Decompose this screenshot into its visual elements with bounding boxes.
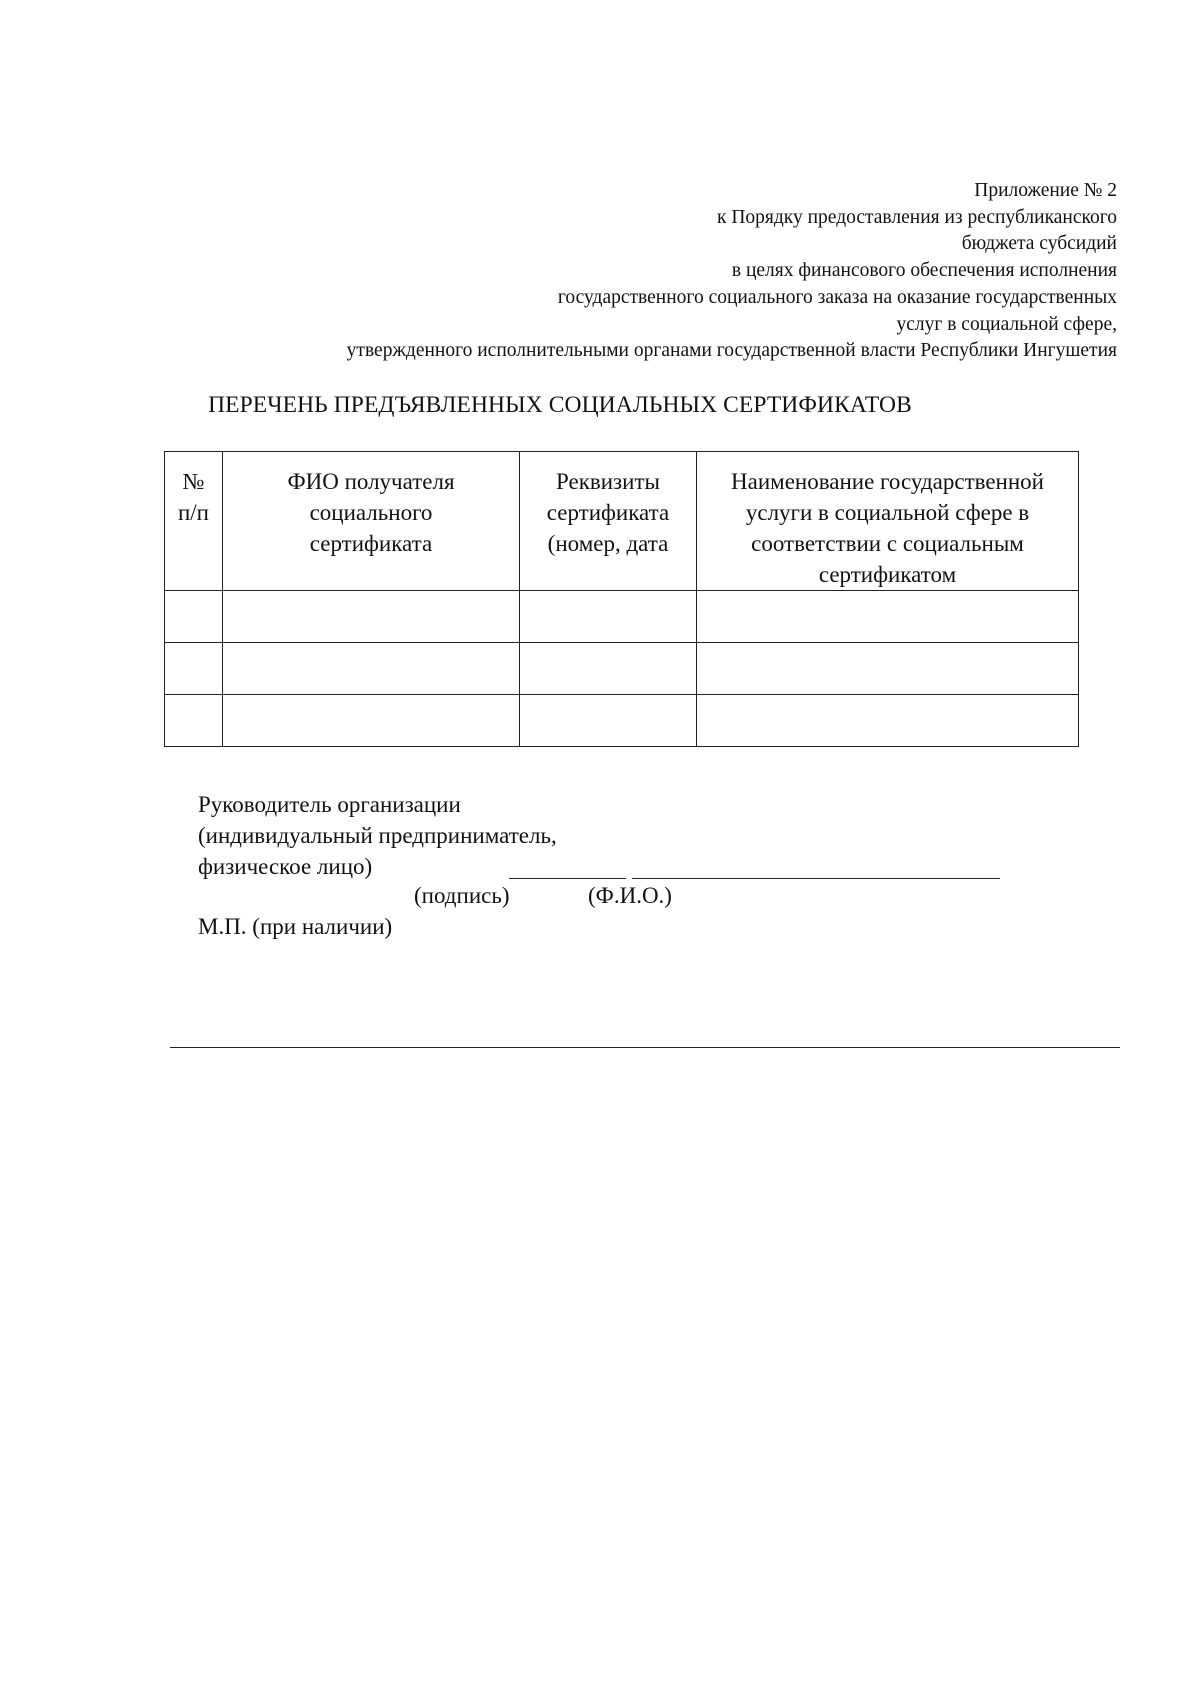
signatory-block [198, 789, 557, 882]
signatory-line: Руководитель организации [198, 792, 461, 817]
appendix-line: услуг в социальной сфере, [896, 313, 1117, 335]
appendix-line: в целях финансового обеспечения исполнения [731, 260, 1117, 282]
full-name-line [632, 878, 1000, 879]
table-cell [697, 591, 1079, 643]
signatory-line: физическое лицо) [198, 854, 373, 879]
signature-line [509, 878, 626, 879]
table-cell [165, 695, 223, 747]
appendix-header [217, 178, 1117, 365]
table-row [165, 591, 1079, 643]
table-cell [165, 591, 223, 643]
document-title: ПЕРЕЧЕНЬ ПРЕДЪЯВЛЕННЫХ СОЦИАЛЬНЫХ СЕРТИФИКАТОВ [208, 392, 912, 418]
table-cell [165, 643, 223, 695]
table-cell [697, 695, 1079, 747]
table-cell [223, 591, 520, 643]
table-cell [520, 695, 697, 747]
table-cell [520, 591, 697, 643]
table-cell [223, 643, 520, 695]
header-certificate-details: Реквизиты сертификата (номер, дата [520, 452, 697, 591]
header-service-name: Наименование государственной услуги в социальной сфере в соответствии с социальным сертификатом [697, 452, 1079, 591]
table-header-row [165, 452, 1079, 591]
appendix-line: государственного социального заказа на оказание государственных [557, 286, 1117, 308]
table-cell [697, 643, 1079, 695]
signatory-line: (индивидуальный предприниматель, [198, 823, 557, 848]
stamp-place: М.П. (при наличии) [198, 914, 393, 939]
appendix-line: бюджета субсидий [961, 233, 1117, 255]
appendix-line: Приложение № 2 [974, 180, 1117, 201]
signature-caption: (подпись) [414, 883, 510, 908]
certificates-table [164, 451, 1079, 747]
table-cell [223, 695, 520, 747]
full-name-caption: (Ф.И.О.) [588, 883, 672, 908]
appendix-line: утвержденного исполнительными органами государственной власти Республики Ингушетия [346, 340, 1117, 362]
footer-divider [170, 1047, 1120, 1048]
appendix-line: к Порядку предоставления из республиканского [716, 206, 1117, 228]
header-number: № п/п [165, 452, 223, 591]
header-recipient-name: ФИО получателя социального сертификата [223, 452, 520, 591]
table-cell [520, 643, 697, 695]
table-row [165, 643, 1079, 695]
table-row [165, 695, 1079, 747]
